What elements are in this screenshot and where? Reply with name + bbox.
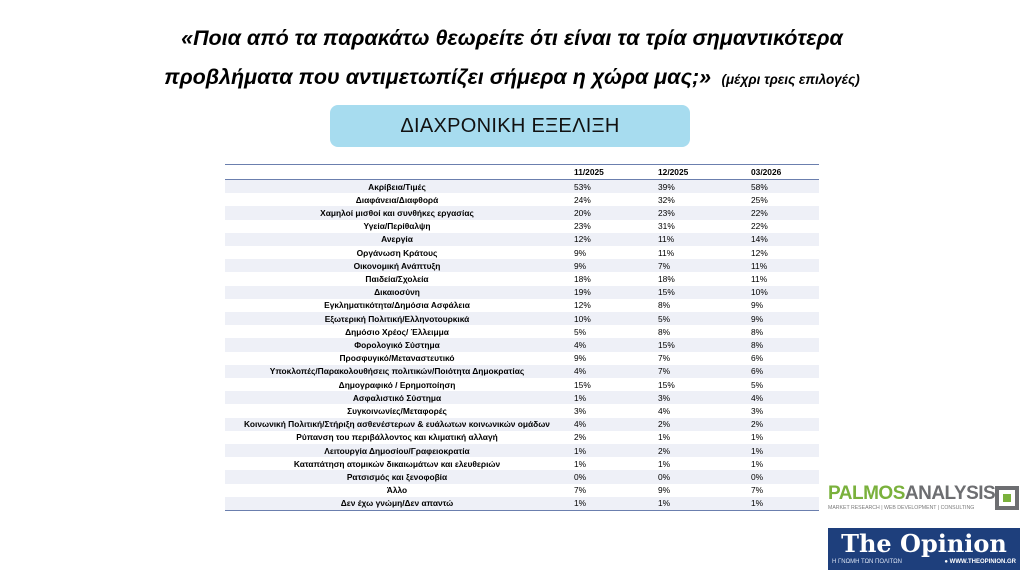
row-value-period-3: 4% (729, 391, 819, 404)
row-value-period-2: 0% (653, 470, 729, 483)
row-label: Προσφυγικό/Μεταναστευτικό (225, 352, 569, 365)
row-value-period-1: 4% (569, 338, 653, 351)
row-value-period-3: 1% (729, 431, 819, 444)
row-value-period-3: 7% (729, 484, 819, 497)
row-label: Παιδεία/Σχολεία (225, 272, 569, 285)
row-label: Καταπάτηση ατομικών δικαιωμάτων και ελευθεριών (225, 457, 569, 470)
row-value-period-1: 7% (569, 484, 653, 497)
opinion-wordmark: The Opinion (841, 529, 1007, 558)
row-label: Χαμηλοί μισθοί και συνθήκες εργασίας (225, 206, 569, 219)
question-line-2-main: προβλήματα που αντιμετωπίζει σήμερα η χώρα μας;» (164, 65, 712, 89)
row-label: Ρατσισμός και ξενοφοβία (225, 470, 569, 483)
opinion-url: ● WWW.THEOPINION.GR (944, 559, 1016, 565)
row-value-period-1: 3% (569, 404, 653, 417)
row-value-period-2: 11% (653, 233, 729, 246)
row-label: Άλλο (225, 484, 569, 497)
row-value-period-1: 12% (569, 299, 653, 312)
table-row (225, 220, 819, 233)
section-banner: ΔΙΑΧΡΟΝΙΚΗ ΕΞΕΛΙΞΗ (330, 105, 690, 147)
row-value-period-2: 32% (653, 193, 729, 206)
table-row (225, 391, 819, 404)
header-label-cell (225, 165, 569, 180)
row-value-period-1: 53% (569, 180, 653, 194)
row-value-period-1: 5% (569, 325, 653, 338)
row-value-period-2: 3% (653, 391, 729, 404)
table-row (225, 299, 819, 312)
row-value-period-2: 8% (653, 299, 729, 312)
question-line-2 (0, 64, 1024, 93)
row-label: Δικαιοσύνη (225, 286, 569, 299)
row-label: Υγεία/Περίθαλψη (225, 220, 569, 233)
row-label: Λειτουργία Δημοσίου/Γραφειοκρατία (225, 444, 569, 457)
row-value-period-1: 23% (569, 220, 653, 233)
row-value-period-3: 0% (729, 470, 819, 483)
row-value-period-3: 5% (729, 378, 819, 391)
row-label: Κοινωνική Πολιτική/Στήριξη ασθενέστερων & ευάλωτων κοινωνικών ομάδων (225, 418, 569, 431)
header-period-2: 12/2025 (653, 165, 729, 180)
row-value-period-3: 6% (729, 352, 819, 365)
row-label: Υποκλοπές/Παρακολουθήσεις πολιτικών/Ποιότητα Δημοκρατίας (225, 365, 569, 378)
row-value-period-2: 4% (653, 404, 729, 417)
row-value-period-2: 39% (653, 180, 729, 194)
table-body (225, 180, 819, 511)
row-value-period-2: 1% (653, 431, 729, 444)
table-row (225, 404, 819, 417)
row-value-period-1: 1% (569, 391, 653, 404)
row-label: Εγκληματικότητα/Δημόσια Ασφάλεια (225, 299, 569, 312)
row-value-period-2: 9% (653, 484, 729, 497)
row-value-period-1: 1% (569, 444, 653, 457)
row-value-period-2: 15% (653, 378, 729, 391)
row-value-period-2: 2% (653, 418, 729, 431)
row-value-period-3: 14% (729, 233, 819, 246)
row-label: Φορολογικό Σύστημα (225, 338, 569, 351)
row-value-period-3: 11% (729, 272, 819, 285)
header-period-1: 11/2025 (569, 165, 653, 180)
row-value-period-3: 1% (729, 457, 819, 470)
row-value-period-1: 15% (569, 378, 653, 391)
results-table (225, 164, 819, 511)
row-value-period-3: 8% (729, 325, 819, 338)
row-value-period-2: 7% (653, 259, 729, 272)
table-row (225, 193, 819, 206)
header-period-3: 03/2026 (729, 165, 819, 180)
table-row (225, 338, 819, 351)
row-value-period-2: 1% (653, 497, 729, 511)
question-line-1: «Ποια από τα παρακάτω θεωρείτε ότι είναι τα τρία σημαντικότερα (181, 26, 843, 50)
row-label: Οικονομική Ανάπτυξη (225, 259, 569, 272)
row-value-period-2: 1% (653, 457, 729, 470)
row-value-period-3: 9% (729, 299, 819, 312)
table-row (225, 286, 819, 299)
row-value-period-1: 1% (569, 457, 653, 470)
row-value-period-3: 1% (729, 444, 819, 457)
table-row (225, 233, 819, 246)
row-value-period-1: 2% (569, 431, 653, 444)
palmos-word-part1: PALMOS (828, 483, 905, 504)
table-row (225, 180, 819, 194)
row-value-period-2: 2% (653, 444, 729, 457)
row-value-period-1: 24% (569, 193, 653, 206)
table-row (225, 246, 819, 259)
row-value-period-2: 8% (653, 325, 729, 338)
row-label: Δημογραφικό / Ερημοποίηση (225, 378, 569, 391)
table-row (225, 457, 819, 470)
table-row (225, 484, 819, 497)
row-value-period-1: 4% (569, 418, 653, 431)
row-value-period-2: 5% (653, 312, 729, 325)
row-label: Ρύπανση του περιβάλλοντος και κλιματική αλλαγή (225, 431, 569, 444)
row-value-period-3: 2% (729, 418, 819, 431)
row-value-period-1: 9% (569, 246, 653, 259)
row-value-period-1: 9% (569, 352, 653, 365)
row-label: Δημόσιο Χρέος/ Έλλειμμα (225, 325, 569, 338)
table-row (225, 418, 819, 431)
row-value-period-2: 7% (653, 365, 729, 378)
row-value-period-3: 25% (729, 193, 819, 206)
table-row (225, 431, 819, 444)
row-value-period-2: 18% (653, 272, 729, 285)
row-value-period-3: 12% (729, 246, 819, 259)
row-value-period-2: 11% (653, 246, 729, 259)
row-value-period-3: 6% (729, 365, 819, 378)
row-value-period-1: 18% (569, 272, 653, 285)
opinion-subtitle: Η ΓΝΩΜΗ ΤΩΝ ΠΟΛΙΤΩΝ (832, 559, 902, 565)
row-label: Διαφάνεια/Διαφθορά (225, 193, 569, 206)
row-value-period-1: 4% (569, 365, 653, 378)
row-value-period-2: 31% (653, 220, 729, 233)
row-value-period-1: 9% (569, 259, 653, 272)
row-label: Εξωτερική Πολιτική/Ελληνοτουρκικά (225, 312, 569, 325)
row-value-period-1: 12% (569, 233, 653, 246)
table-row (225, 497, 819, 511)
row-label: Συγκοινωνίες/Μεταφορές (225, 404, 569, 417)
table-row (225, 312, 819, 325)
table-row (225, 352, 819, 365)
row-label: Ακρίβεια/Τιμές (225, 180, 569, 194)
row-value-period-3: 58% (729, 180, 819, 194)
table-header-row (225, 165, 819, 180)
row-value-period-3: 1% (729, 497, 819, 511)
table-row (225, 365, 819, 378)
table-row (225, 470, 819, 483)
row-value-period-1: 1% (569, 497, 653, 511)
row-value-period-3: 22% (729, 206, 819, 219)
table-row (225, 325, 819, 338)
row-value-period-2: 15% (653, 338, 729, 351)
row-value-period-1: 19% (569, 286, 653, 299)
palmos-tagline: MARKET RESEARCH | WEB DEVELOPMENT | CONSULTING (828, 505, 975, 511)
table-row (225, 444, 819, 457)
palmos-wordmark (828, 484, 995, 504)
table-row (225, 259, 819, 272)
row-value-period-2: 23% (653, 206, 729, 219)
palmos-word-part2: ANALYSIS (904, 483, 996, 504)
table-row (225, 206, 819, 219)
table-row (225, 378, 819, 391)
row-value-period-3: 9% (729, 312, 819, 325)
row-value-period-3: 8% (729, 338, 819, 351)
row-label: Ασφαλιστικό Σύστημα (225, 391, 569, 404)
row-value-period-1: 0% (569, 470, 653, 483)
row-value-period-3: 22% (729, 220, 819, 233)
row-value-period-1: 10% (569, 312, 653, 325)
row-value-period-3: 10% (729, 286, 819, 299)
palmos-analysis-logo (828, 484, 1020, 516)
row-value-period-3: 11% (729, 259, 819, 272)
question-note: (μέχρι τρεις επιλογές) (721, 72, 860, 87)
table-row (225, 272, 819, 285)
row-label: Οργάνωση Κράτους (225, 246, 569, 259)
row-value-period-2: 15% (653, 286, 729, 299)
the-opinion-logo (828, 528, 1020, 570)
palmos-mark-icon (994, 485, 1020, 511)
row-label: Ανεργία (225, 233, 569, 246)
row-label: Δεν έχω γνώμη/Δεν απαντώ (225, 497, 569, 511)
row-value-period-3: 3% (729, 404, 819, 417)
row-value-period-2: 7% (653, 352, 729, 365)
row-value-period-1: 20% (569, 206, 653, 219)
